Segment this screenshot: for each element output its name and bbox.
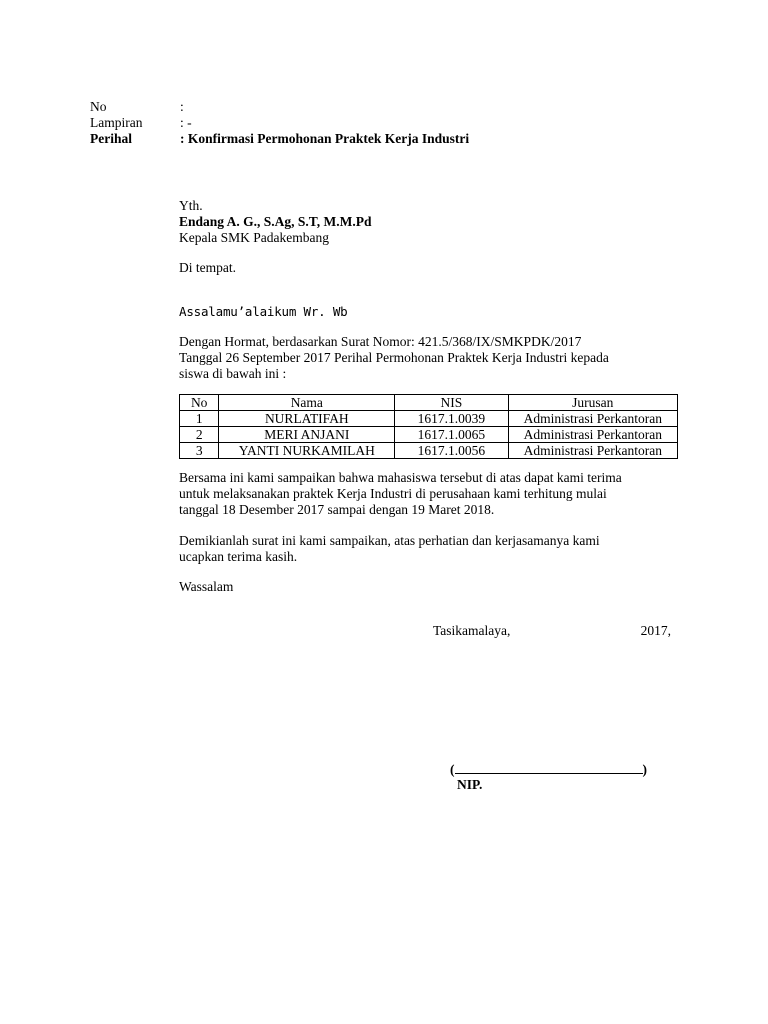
acceptance-paragraph bbox=[179, 470, 677, 518]
para2-line-3: tanggal 18 Desember 2017 sampai dengan 19 Maret 2018. bbox=[179, 502, 495, 517]
intro-line-2: Tanggal 26 September 2017 Perihal Permohonan Praktek Kerja Industri kepada bbox=[179, 350, 609, 365]
signature-year: 2017, bbox=[640, 623, 671, 638]
recipient-block bbox=[179, 198, 677, 246]
signature-blank bbox=[455, 761, 643, 774]
intro-line-3: siswa di bawah ini : bbox=[179, 366, 287, 381]
no-label: No bbox=[90, 99, 107, 114]
table-row bbox=[180, 411, 678, 427]
header-no-row bbox=[90, 99, 690, 115]
signature-close-paren: ) bbox=[642, 762, 647, 777]
col-header-nis: NIS bbox=[395, 395, 508, 411]
nip-label: NIP. bbox=[457, 777, 483, 792]
cell-nama: NURLATIFAH bbox=[219, 411, 395, 427]
lampiran-label: Lampiran bbox=[90, 115, 143, 130]
table-header-row bbox=[180, 395, 678, 411]
cell-nama: MERI ANJANI bbox=[219, 427, 395, 443]
cell-nis: 1617.1.0056 bbox=[395, 443, 508, 459]
perihal-label: Perihal bbox=[90, 131, 132, 146]
recipient-greeting: Yth. bbox=[179, 198, 203, 213]
header-perihal-row bbox=[90, 131, 690, 147]
closing-salam: Wassalam bbox=[179, 579, 234, 594]
signature-city: Tasikamalaya, bbox=[433, 623, 511, 638]
city-date-line bbox=[433, 623, 671, 639]
recipient-position: Kepala SMK Padakembang bbox=[179, 230, 329, 245]
student-table bbox=[179, 394, 678, 459]
cell-no: 3 bbox=[180, 443, 219, 459]
recipient-name: Endang A. G., S.Ag, S.T, M.M.Pd bbox=[179, 214, 372, 229]
cell-jurusan: Administrasi Perkantoran bbox=[508, 427, 677, 443]
cell-jurusan: Administrasi Perkantoran bbox=[508, 443, 677, 459]
lampiran-value: : - bbox=[180, 115, 192, 130]
cell-nis: 1617.1.0065 bbox=[395, 427, 508, 443]
col-header-no: No bbox=[180, 395, 219, 411]
para3-line-2: ucapkan terima kasih. bbox=[179, 549, 298, 564]
col-header-nama: Nama bbox=[219, 395, 395, 411]
para2-line-1: Bersama ini kami sampaikan bahwa mahasiswa tersebut di atas dapat kami terima bbox=[179, 470, 622, 485]
intro-line-1: Dengan Hormat, berdasarkan Surat Nomor: 421.5/368/IX/SMKPDK/2017 bbox=[179, 334, 582, 349]
col-header-jurusan: Jurusan bbox=[508, 395, 677, 411]
table-row bbox=[180, 443, 678, 459]
signature-line bbox=[450, 761, 647, 778]
cell-no: 1 bbox=[180, 411, 219, 427]
cell-nama: YANTI NURKAMILAH bbox=[219, 443, 395, 459]
closing-paragraph bbox=[179, 533, 677, 565]
cell-no: 2 bbox=[180, 427, 219, 443]
cell-jurusan: Administrasi Perkantoran bbox=[508, 411, 677, 427]
no-value: : bbox=[180, 99, 184, 114]
para2-line-2: untuk melaksanakan praktek Kerja Industri di perusahaan kami terhitung mulai bbox=[179, 486, 607, 501]
para3-line-1: Demikianlah surat ini kami sampaikan, atas perhatian dan kerjasamanya kami bbox=[179, 533, 600, 548]
header-lampiran-row bbox=[90, 115, 690, 131]
opening-salam: Assalamu’alaikum Wr. Wb bbox=[179, 304, 348, 319]
perihal-value: : Konfirmasi Permohonan Praktek Kerja Industri bbox=[180, 131, 470, 146]
signature-open-paren: ( bbox=[450, 762, 455, 777]
recipient-place: Di tempat. bbox=[179, 260, 236, 275]
intro-paragraph bbox=[179, 334, 677, 382]
cell-nis: 1617.1.0039 bbox=[395, 411, 508, 427]
table-row bbox=[180, 427, 678, 443]
